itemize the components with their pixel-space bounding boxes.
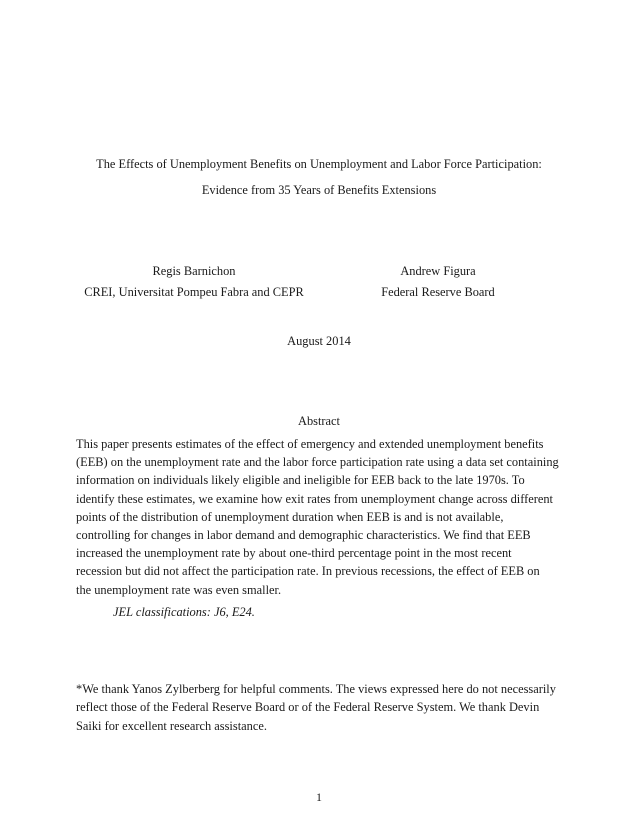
author-block-2 <box>288 261 588 303</box>
abstract-heading: Abstract <box>298 414 340 428</box>
footnote-line: *We thank Yanos Zylberberg for helpful comments. The views expressed here do not necessarily <box>76 682 556 696</box>
author-name: Andrew Figura <box>400 264 476 278</box>
abstract-line: information on individuals likely eligible and ineligible for EEB back to the late 1970s. To <box>76 473 525 488</box>
abstract-line: controlling for changes in labor demand and demographic characteristics. We find that EEB <box>76 528 531 543</box>
abstract-line: (EEB) on the unemployment rate and the labor force participation rate using a data set containing <box>76 455 559 470</box>
abstract-body <box>76 435 566 599</box>
abstract-line: This paper presents estimates of the effect of emergency and extended unemployment benefits <box>76 437 544 451</box>
publication-date: August 2014 <box>287 334 351 348</box>
abstract-line: recession but did not affect the participation rate. In previous recessions, the effect of EEB on <box>76 564 540 579</box>
footnote-line: reflect those of the Federal Reserve Board or of the Federal Reserve System. We thank Devin <box>76 700 540 715</box>
footnote-line: Saiki for excellent research assistance. <box>76 718 267 733</box>
abstract-line: increased the unemployment rate by about one-third percentage point in the most recent <box>76 546 512 561</box>
title-line-1: The Effects of Unemployment Benefits on Unemployment and Labor Force Participation: <box>96 157 542 171</box>
page-number: 1 <box>316 790 322 804</box>
jel-classifications: JEL classifications: J6, E24. <box>113 605 255 619</box>
acknowledgement-footnote <box>76 680 576 735</box>
abstract-line: the unemployment rate was even smaller. <box>76 582 282 597</box>
title-line-2: Evidence from 35 Years of Benefits Extensions <box>201 183 437 197</box>
author-affiliation: Federal Reserve Board <box>381 285 495 299</box>
abstract-line: points of the distribution of unemployment duration when EEB is and is not available, <box>76 509 504 524</box>
author-affiliation: CREI, Universitat Pompeu Fabra and CEPR <box>84 285 304 299</box>
author-name: Regis Barnichon <box>152 264 236 278</box>
abstract-line: identify these estimates, we examine how exit rates from unemployment change across different <box>76 491 553 506</box>
